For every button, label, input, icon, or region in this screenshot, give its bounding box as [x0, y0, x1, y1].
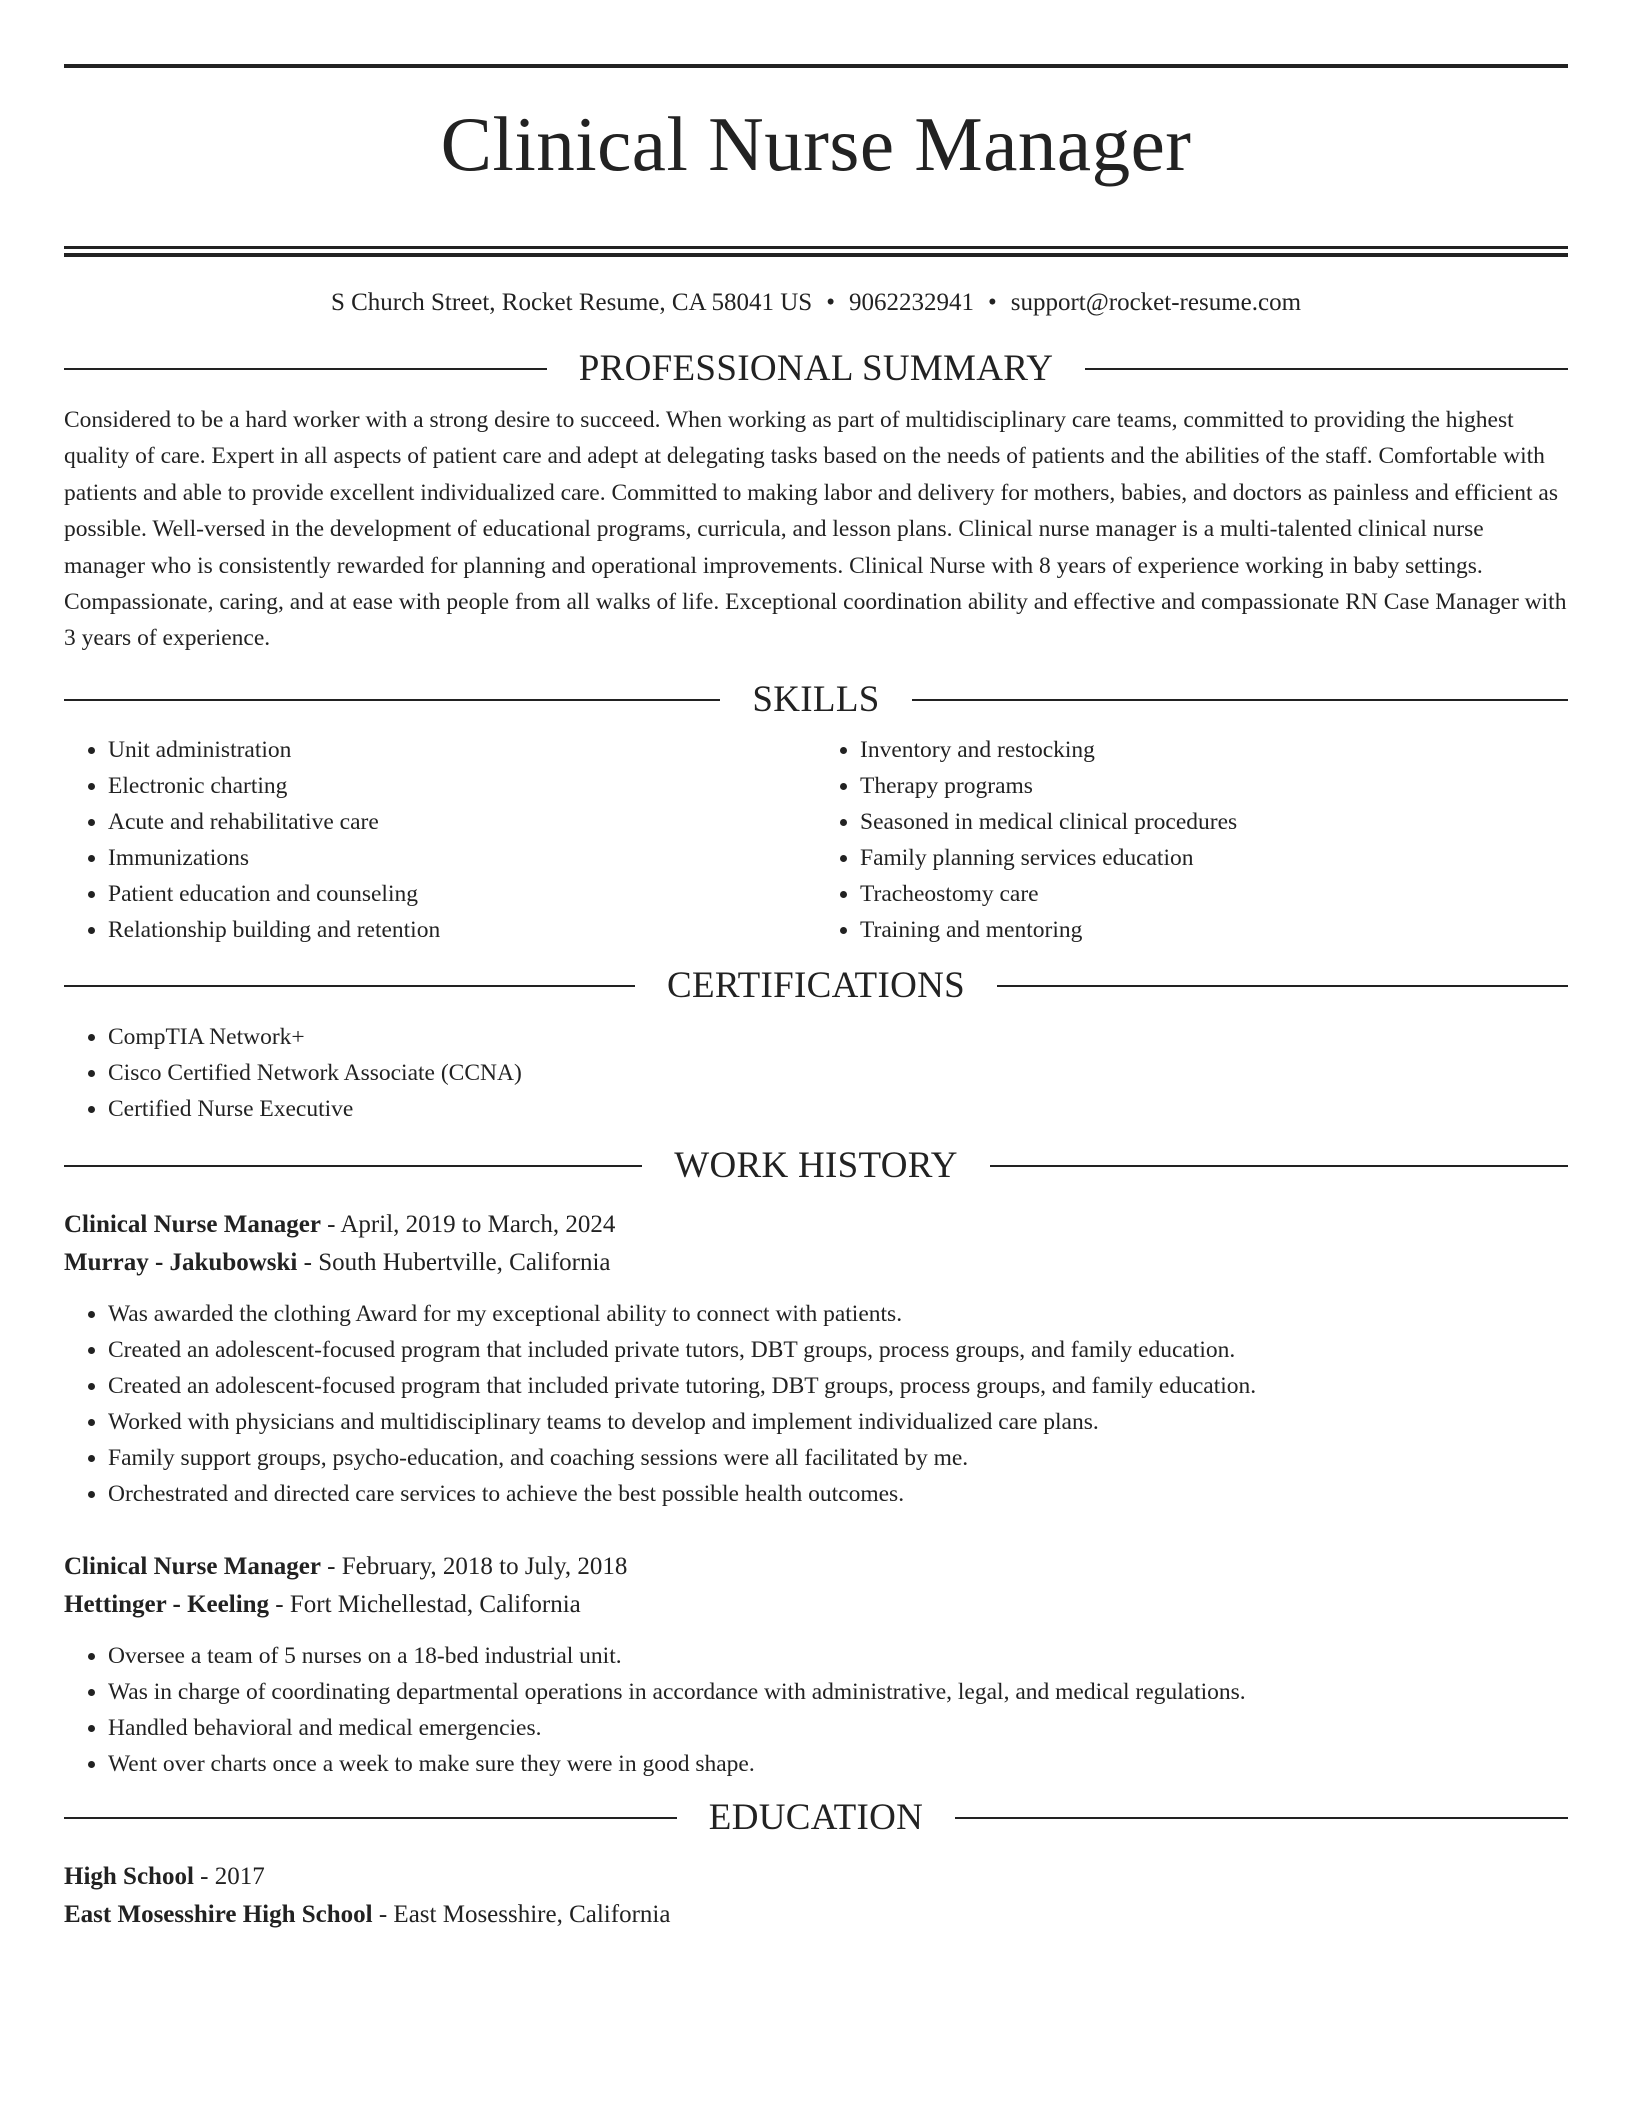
skill-item: • Inventory and restocking	[860, 732, 1568, 768]
contact-phone: 9062232941	[848, 289, 974, 316]
contact-separator: •	[987, 289, 997, 316]
skills-list	[64, 732, 1568, 948]
divider	[990, 1165, 1568, 1167]
job-title: Clinical Nurse Manager	[64, 1552, 321, 1580]
job-entry	[64, 1548, 1568, 1782]
skill-item: • Acute and rehabilitative care	[108, 804, 816, 840]
job-company-line	[64, 1586, 1568, 1624]
title-double-rule	[64, 246, 1568, 257]
education-location: - East Mosesshire, California	[372, 1900, 671, 1928]
divider	[64, 985, 635, 987]
education-year: - 2017	[193, 1862, 265, 1890]
skill-item: • Immunizations	[108, 840, 816, 876]
section-title: PROFESSIONAL SUMMARY	[578, 348, 1054, 389]
section-heading-certifications	[64, 964, 1568, 1008]
section-title: EDUCATION	[708, 1796, 924, 1838]
job-duty: • Went over charts once a week to make sure they were in good shape.	[108, 1746, 1568, 1782]
certification-item: • Cisco Certified Network Associate (CCNA)	[108, 1055, 1568, 1091]
section-heading-work-history	[64, 1144, 1568, 1188]
job-duty: • Was awarded the clothing Award for my exceptional ability to connect with patients.	[108, 1296, 1568, 1332]
contact-line	[64, 287, 1568, 319]
certification-item: • Certified Nurse Executive	[108, 1091, 1568, 1127]
section-title: WORK HISTORY	[674, 1144, 958, 1186]
divider	[912, 699, 1568, 701]
job-company-line	[64, 1244, 1568, 1282]
job-location: - South Hubertville, California	[297, 1248, 611, 1276]
certifications-list	[64, 1019, 1568, 1127]
divider	[64, 1165, 642, 1167]
job-duties-list	[64, 1296, 1568, 1512]
job-title-line	[64, 1548, 1568, 1586]
skill-item: • Relationship building and retention	[108, 912, 816, 948]
job-duty: • Created an adolescent-focused program that included private tutoring, DBT groups, process groups, and family education.	[108, 1368, 1568, 1404]
divider	[64, 368, 547, 370]
skill-item: • Therapy programs	[860, 768, 1568, 804]
section-heading-skills	[64, 678, 1568, 722]
job-duty: • Worked with physicians and multidisciplinary teams to develop and implement individualized care plans.	[108, 1404, 1568, 1440]
job-dates: - February, 2018 to July, 2018	[320, 1552, 628, 1580]
job-title-line	[64, 1206, 1568, 1244]
section-heading-summary	[64, 347, 1568, 391]
divider	[1085, 368, 1568, 370]
job-dates: - April, 2019 to March, 2024	[320, 1210, 616, 1238]
skill-item: • Tracheostomy care	[860, 876, 1568, 912]
skills-column-right	[816, 732, 1568, 948]
divider	[64, 699, 720, 701]
contact-address: S Church Street, Rocket Resume, CA 58041 US	[330, 289, 813, 316]
job-location: - Fort Michellestad, California	[269, 1590, 581, 1618]
section-title: SKILLS	[752, 678, 880, 720]
education-entry	[64, 1858, 1568, 1934]
divider	[64, 1817, 677, 1819]
job-duty: • Was in charge of coordinating departmental operations in accordance with administrative, legal, and medical regulations.	[108, 1674, 1568, 1710]
skill-item: • Patient education and counseling	[108, 876, 816, 912]
education-school: East Mosesshire High School	[64, 1900, 373, 1928]
divider	[955, 1817, 1568, 1819]
job-entry	[64, 1206, 1568, 1512]
skill-item: • Unit administration	[108, 732, 816, 768]
divider	[997, 985, 1568, 987]
section-title: CERTIFICATIONS	[667, 964, 965, 1006]
skill-item: • Training and mentoring	[860, 912, 1568, 948]
top-rule	[64, 64, 1568, 68]
job-company: Hettinger - Keeling	[64, 1590, 270, 1618]
education-school-line	[64, 1896, 1568, 1934]
skill-item: • Family planning services education	[860, 840, 1568, 876]
skill-item: • Seasoned in medical clinical procedures	[860, 804, 1568, 840]
job-duty: • Created an adolescent-focused program that included private tutors, DBT groups, process groups, and family education.	[108, 1332, 1568, 1368]
job-duty: • Handled behavioral and medical emergencies.	[108, 1710, 1568, 1746]
job-duty: • Orchestrated and directed care services to achieve the best possible health outcomes.	[108, 1476, 1568, 1512]
contact-separator: •	[826, 289, 835, 316]
education-degree-line	[64, 1858, 1568, 1896]
job-duties-list	[64, 1638, 1568, 1782]
contact-email[interactable]: support@rocket-resume.com	[1010, 289, 1302, 316]
job-duty: • Oversee a team of 5 nurses on a 18-bed industrial unit.	[108, 1638, 1568, 1674]
job-title: Clinical Nurse Manager	[64, 1210, 321, 1238]
skill-item: • Electronic charting	[108, 768, 816, 804]
certification-item: • CompTIA Network+	[108, 1019, 1568, 1055]
summary-text: Considered to be a hard worker with a strong desire to succeed. When working as part of multidisciplinary care teams, committed to providing the highest quality of care. Expert in all aspects of patient care and adept at delegating tasks based on the needs of patients and the abilities of the staff. Comfortable with patients and able to provide excellent individualized care. Committed to making labor and delivery for mothers, babies, and doctors as painless and efficient as possible. Well-versed in the development of educational programs, curricula, and lesson plans. Clinical nurse manager is a multi-talented clinical nurse manager who is consistently rewarded for planning and operational improvements. Clinical Nurse with 8 years of experience working in baby settings. Compassionate, caring, and at ease with people from all walks of life. Exceptional coordination ability and effective and compassionate RN Case Manager with 3 years of experience.	[64, 407, 1567, 652]
resume-title: Clinical Nurse Manager	[440, 101, 1192, 187]
job-duty: • Family support groups, psycho-education, and coaching sessions were all facilitated by me.	[108, 1440, 1568, 1476]
job-company: Murray - Jakubowski	[64, 1248, 298, 1276]
education-degree: High School	[64, 1862, 194, 1890]
skills-column-left	[64, 732, 816, 948]
section-heading-education	[64, 1796, 1568, 1840]
